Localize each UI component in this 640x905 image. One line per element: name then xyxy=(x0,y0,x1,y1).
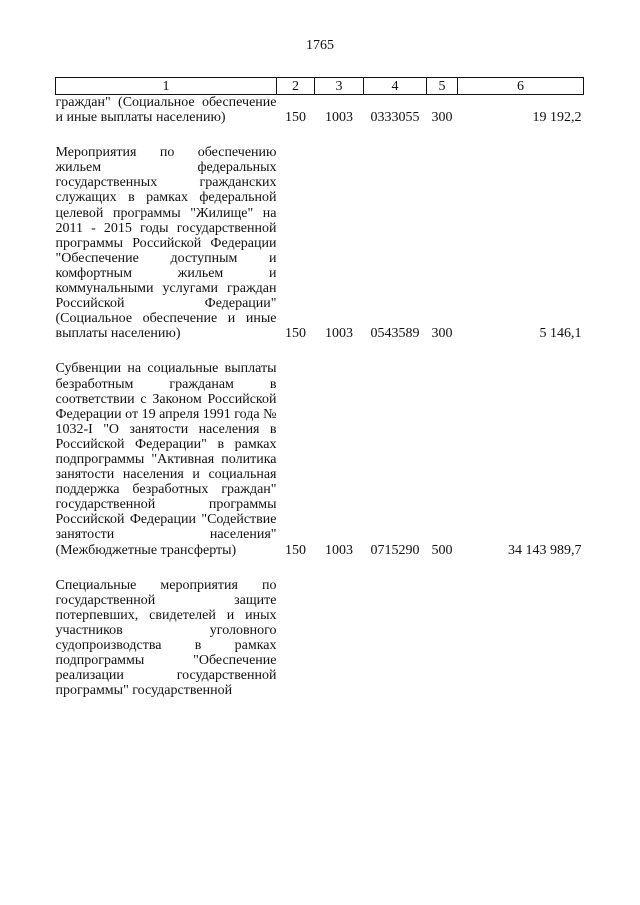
budget-table xyxy=(55,77,584,698)
table-row xyxy=(56,95,584,126)
row-amount: 19 192,2 xyxy=(532,110,582,126)
col-header-4: 4 xyxy=(364,78,427,95)
row-expense-type: 500 xyxy=(431,542,453,558)
row-target-code: 0333055 xyxy=(370,110,420,126)
row-target-code: 0543589 xyxy=(370,326,420,342)
row-target-code xyxy=(364,578,427,699)
row-expense-type xyxy=(427,578,458,699)
row-section-code: 1003 xyxy=(325,326,353,342)
col-header-2: 2 xyxy=(277,78,315,95)
row-section-code xyxy=(315,578,364,699)
row-amount: 5 146,1 xyxy=(539,326,582,342)
row-ministry-code: 150 xyxy=(285,542,306,558)
table-row xyxy=(56,361,584,557)
row-description: граждан" (Социальное обеспечение и иные выплаты населению) xyxy=(55,95,277,126)
table-row xyxy=(56,145,584,341)
col-header-6: 6 xyxy=(458,78,584,95)
row-description: Мероприятия по обеспечению жильем федеральных государственных гражданских служащих в рамках федеральной целевой программы "Жилище" на 2011 - 2015 годы государственной программы Российской Федерации "Обеспечение доступным и комфортным жильем и коммунальными услугами граждан Российской Федерации" (Социальное обеспечение и иные выплаты населению) xyxy=(55,145,277,342)
page-number: 1765 xyxy=(306,38,334,53)
row-ministry-code xyxy=(277,578,315,699)
table-row xyxy=(56,578,584,699)
col-header-5: 5 xyxy=(427,78,458,95)
col-header-1: 1 xyxy=(56,78,277,95)
row-ministry-code: 150 xyxy=(285,326,306,342)
header-row xyxy=(56,78,584,95)
row-description: Специальные мероприятия по государственной защите потерпевших, свидетелей и иных участников уголовного судопроизводства в рамках подпрограммы "Обеспечение реализации государственной программы" государственной xyxy=(55,577,277,699)
row-expense-type: 300 xyxy=(431,326,453,342)
row-expense-type: 300 xyxy=(431,110,453,126)
row-section-code: 1003 xyxy=(325,110,353,126)
row-description: Субвенции на социальные выплаты безработным гражданам в соответствии с Законом Российской Федерации от 19 апреля 1991 года № 1032-I "О занятости населения в Российской Федерации" в рамках подпрограммы "Активная политика занятости населения и социальная поддержка безработных граждан" государственной программы Российской Федерации "Содействие занятости населения" (Межбюджетные трансферты) xyxy=(55,361,277,558)
row-section-code: 1003 xyxy=(325,542,353,558)
row-target-code: 0715290 xyxy=(370,542,420,558)
row-amount: 34 143 989,7 xyxy=(508,542,582,558)
row-ministry-code: 150 xyxy=(285,110,306,126)
row-amount xyxy=(458,578,584,699)
col-header-3: 3 xyxy=(315,78,364,95)
